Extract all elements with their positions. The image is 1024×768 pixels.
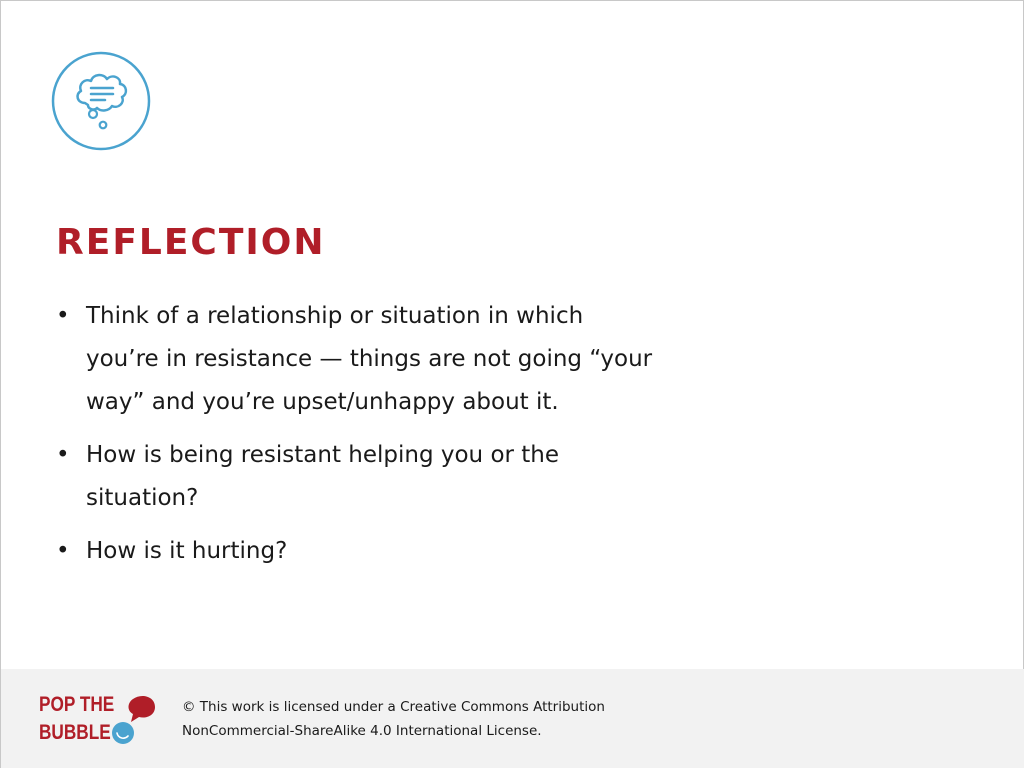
- speech-bubbles-icon: [107, 693, 167, 749]
- logo-line-2: BUBBLE: [39, 721, 111, 744]
- bullet-line: you’re in resistance — things are not going “your: [86, 346, 653, 372]
- bullet-line: How is it hurting?: [86, 538, 288, 564]
- logo-text: [39, 691, 114, 747]
- bullet-item: [56, 295, 676, 424]
- bullet-line: How is being resistant helping you or the: [86, 442, 560, 468]
- bullet-line: Think of a relationship or situation in which: [86, 303, 584, 329]
- pop-the-bubble-logo: [39, 691, 159, 751]
- bullet-marker: •: [56, 303, 70, 329]
- bullet-line: situation?: [86, 485, 199, 511]
- bullet-marker: •: [56, 538, 70, 564]
- slide-title: REFLECTION: [56, 222, 326, 263]
- bullet-marker: •: [56, 442, 70, 468]
- bullet-list: [56, 295, 676, 583]
- bullet-item: [56, 530, 676, 573]
- license-line-1: © This work is licensed under a Creative Commons Attribution: [182, 699, 605, 715]
- license-text: [182, 695, 605, 743]
- license-line-2: NonCommercial-ShareAlike 4.0 International License.: [182, 723, 542, 739]
- thought-bubble-icon: [51, 51, 151, 151]
- footer: [1, 669, 1024, 768]
- logo-line-1: POP THE: [39, 693, 115, 716]
- bullet-item: [56, 434, 676, 520]
- bullet-line: way” and you’re upset/unhappy about it.: [86, 389, 559, 415]
